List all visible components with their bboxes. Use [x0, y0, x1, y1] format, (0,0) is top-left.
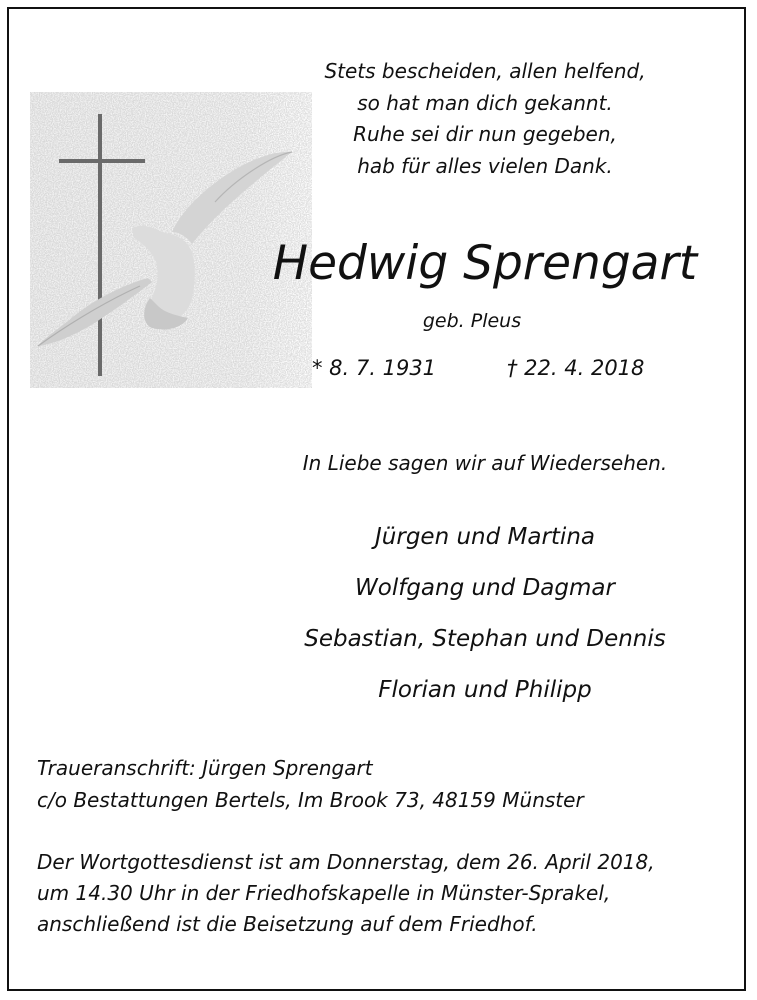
mourner-line: Sebastian, Stephan und Dennis [304, 626, 666, 652]
mourner-line: Wolfgang und Dagmar [355, 575, 615, 601]
mourner-line: Florian und Philipp [378, 677, 592, 703]
mourner-line: Jürgen und Martina [375, 524, 595, 550]
maiden-name: geb. Pleus [422, 310, 522, 332]
poem-line: hab für alles vielen Dank. [357, 153, 613, 178]
farewell-line: In Liebe sagen wir auf Wiedersehen. [302, 451, 668, 475]
death-date: † 22. 4. 2018 [507, 356, 645, 380]
service-line: anschließend ist die Beisetzung auf dem Friedhof. [37, 912, 538, 936]
poem-line: Ruhe sei dir nun gegeben, [353, 122, 617, 146]
mourners-list [250, 512, 720, 716]
condolence-address [37, 752, 584, 816]
deceased-name: Hedwig Sprengart [272, 236, 698, 291]
poem [250, 56, 720, 182]
service-info [37, 847, 655, 940]
birth-date: * 8. 7. 1931 [312, 356, 437, 380]
poem-line: Stets bescheiden, allen helfend, [324, 59, 646, 83]
address-line: c/o Bestattungen Bertels, Im Brook 73, 48159 Münster [37, 788, 584, 812]
address-line: Traueranschrift: Jürgen Sprengart [37, 756, 373, 780]
service-line: Der Wortgottesdienst ist am Donnerstag, dem 26. April 2018, [37, 850, 655, 874]
poem-line: so hat man dich gekannt. [357, 90, 613, 115]
service-line: um 14.30 Uhr in der Friedhofskapelle in Münster-Sprakel, [37, 881, 611, 905]
